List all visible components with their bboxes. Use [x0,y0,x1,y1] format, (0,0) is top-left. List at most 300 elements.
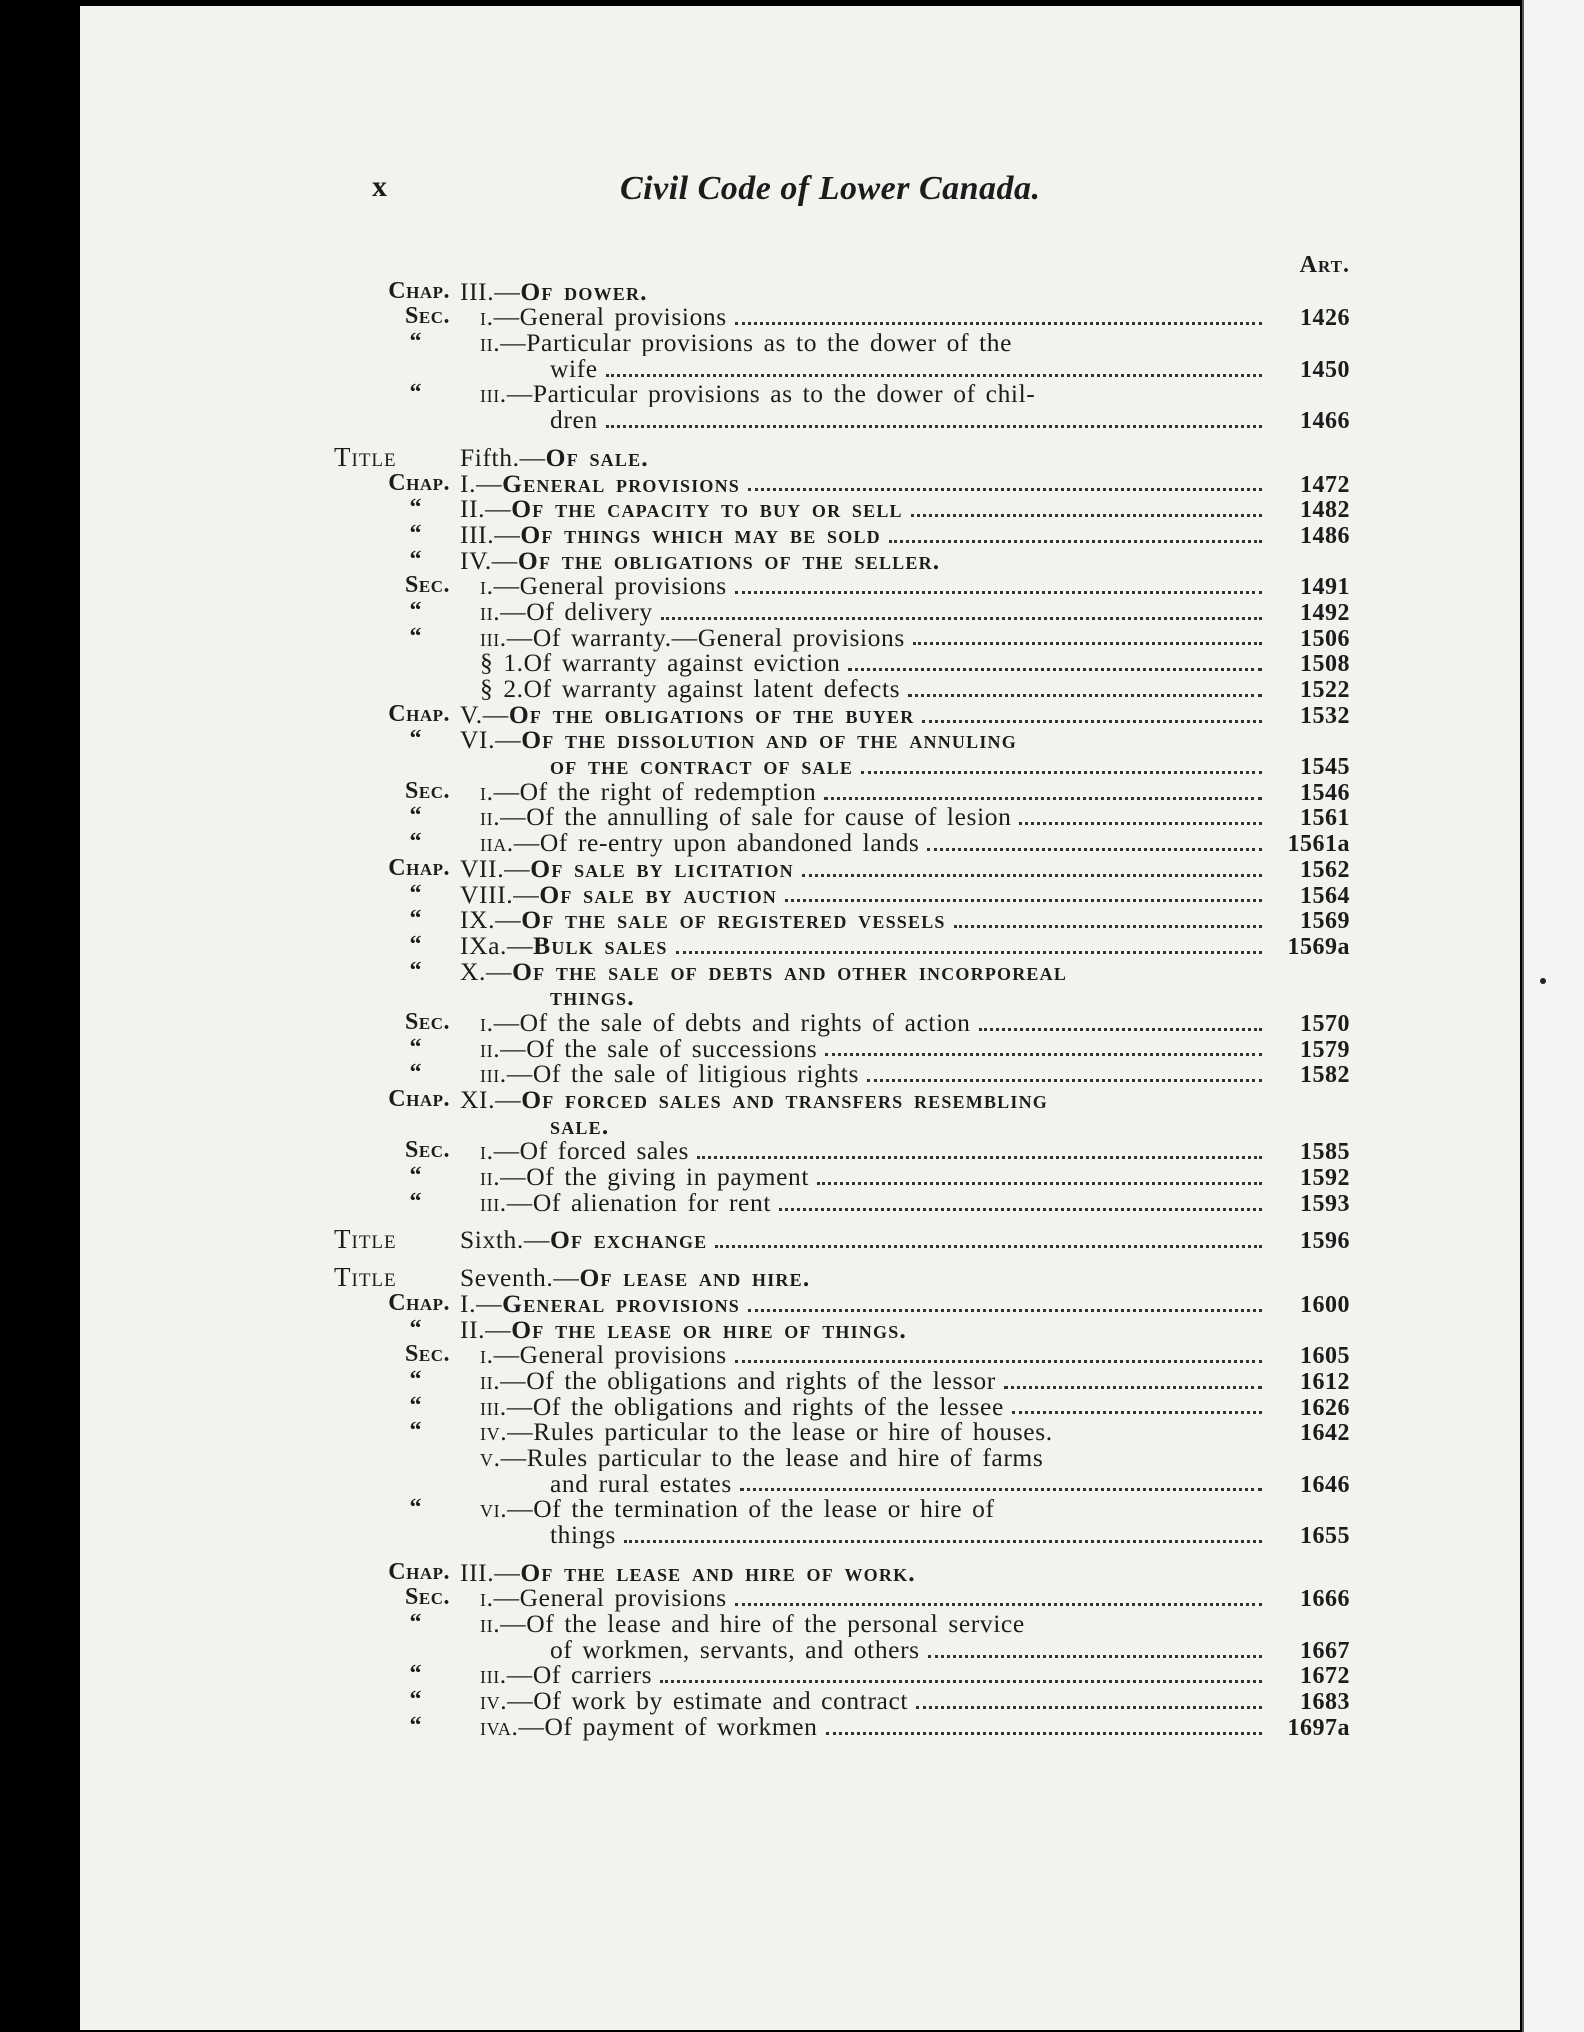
entry-label: Chap. [388,1289,450,1316]
entry-number: Seventh.— [460,1265,580,1291]
toc-entry [320,1445,1350,1471]
article-number: 1546 [1300,779,1350,806]
entry-body [480,304,1350,332]
article-number: 1612 [1300,1368,1350,1395]
entry-body [480,1342,1350,1370]
entry-label: “ [409,1610,422,1637]
article-number: 1582 [1300,1062,1350,1089]
entry-number: § 1. [480,650,524,678]
entry-text: Of dower. [520,278,648,305]
entry-label: “ [409,1661,422,1688]
entry-number: III.— [460,278,521,305]
entry-text: Of the obligations of the buyer [508,701,915,729]
entry-body [480,1419,1350,1447]
entry-body [480,1714,1350,1742]
toc-entry [320,1087,1350,1113]
entry-label: Sec. [405,303,450,330]
entry-number: ii.— [480,1611,527,1637]
entry-label: Title [334,1224,397,1255]
entry-body [460,1291,1350,1319]
article-number: 1592 [1300,1165,1350,1192]
dot-leader [861,770,1262,774]
entry-body [480,650,1350,678]
toc-entry [320,753,1350,779]
running-title: Civil Code of Lower Canada. [620,170,1041,207]
entry-number: iv.— [480,1419,534,1447]
table-of-contents [320,253,1350,1740]
entry-body [550,1522,1350,1550]
article-number: 1506 [1300,625,1350,652]
page-header [0,170,1584,230]
entry-text: General provisions [519,1342,727,1370]
entry-text: Of sale by licitation [530,855,794,883]
entry-text: Rules particular to the lease or hire of houses. [533,1419,1053,1447]
entry-number: ii.— [480,598,527,626]
entry-number: II.— [460,496,512,524]
entry-text: Of sale. [545,444,649,471]
article-number: 1642 [1300,1420,1350,1447]
toc-entry [320,1637,1350,1663]
entry-text: Of things which may be sold [520,521,881,549]
entry-body [550,1471,1350,1499]
toc-entry [320,279,1350,305]
page-number: x [372,170,388,203]
toc-entry [320,1368,1350,1394]
toc-entry [320,933,1350,959]
toc-entry [320,548,1350,574]
dot-leader [916,1705,1262,1709]
entry-text: Of forced sales and transfers resembling [521,1087,1048,1113]
toc-entry [320,1522,1350,1548]
toc-entry [320,330,1350,356]
entry-body [550,1113,1350,1139]
entry-text: sale. [550,1112,610,1139]
entry-number: i.— [480,1585,520,1613]
entry-text: Of the lease or hire of things. [511,1316,907,1343]
entry-label: “ [409,906,422,933]
entry-text: General provisions [519,1585,727,1613]
entry-body [480,830,1350,858]
dot-leader [826,1731,1262,1735]
entry-body [550,407,1350,435]
article-number: 1585 [1300,1139,1350,1166]
dot-leader [817,1181,1262,1185]
entry-label: “ [409,1418,422,1445]
entry-label: Chap. [388,1558,450,1585]
toc-entry [320,1190,1350,1216]
entry-text: Of work by estimate and contract [533,1688,909,1716]
dot-leader [889,539,1262,543]
entry-label: “ [409,597,422,624]
entry-body [460,727,1350,753]
entry-label: “ [409,623,422,650]
entry-body [480,1164,1350,1192]
toc-entry [320,1662,1350,1688]
dot-leader [748,487,1262,491]
dot-leader [867,1078,1262,1082]
dot-leader [825,1052,1262,1056]
entry-number: IX.— [460,907,522,935]
entry-label: Title [334,1262,397,1293]
entry-label: Chap. [388,277,450,304]
article-number: 1605 [1300,1343,1350,1370]
entry-number: V.— [460,701,509,729]
entry-body [460,1087,1350,1113]
entry-body [460,959,1350,985]
entry-text: Of the obligations of the seller. [517,547,941,574]
entry-body [480,1611,1350,1637]
entry-label: “ [409,1163,422,1190]
entry-number: iva.— [480,1713,545,1741]
dot-leader [908,693,1262,697]
entry-text: Of the dissolution and of the annuling [521,727,1017,754]
entry-label: Sec. [405,1584,450,1611]
entry-text: Of the annulling of sale for cause of lesion [526,804,1012,832]
article-number: 1596 [1300,1228,1350,1255]
toc-entry [320,496,1350,522]
toc-entry [320,381,1350,407]
entry-body [460,279,1350,305]
article-number: 1593 [1300,1190,1350,1217]
entry-text: Of sale by auction [539,881,777,909]
entry-text: General provisions [519,304,727,332]
entry-body [550,753,1350,781]
entry-text: Of payment of workmen [544,1713,818,1741]
entry-text: General provisions [519,573,727,601]
dot-leader [735,321,1262,325]
toc-entry [320,1342,1350,1368]
entry-text: Of the obligations and rights of the lessee [532,1393,1004,1421]
entry-body [480,1496,1350,1522]
dot-leader [928,1654,1262,1658]
dot-leader [954,924,1262,928]
entry-body [480,1036,1350,1064]
entry-number: § 2. [480,676,524,703]
entry-text: Of the capacity to buy or sell [511,496,903,524]
entry-number: ii.— [480,1367,527,1395]
dot-leader [979,1027,1263,1031]
entry-text: dren [550,407,598,435]
entry-number: i.— [480,1009,520,1037]
article-number: 1466 [1300,408,1350,435]
entry-text: Of the sale of debts and rights of action [519,1009,971,1037]
toc-entry [320,1688,1350,1714]
entry-label: “ [409,803,422,830]
entry-text: of workmen, servants, and others [550,1636,920,1664]
entry-label: “ [409,546,422,573]
entry-body [480,1368,1350,1396]
toc-entries [320,279,1350,1740]
toc-entry [320,650,1350,676]
entry-number: iii.— [480,1061,533,1089]
toc-entry [320,625,1350,651]
entry-body [460,445,1350,471]
entry-text: Rules particular to the lease and hire of farms [526,1444,1044,1471]
entry-label: “ [409,1366,422,1393]
entry-number: III.— [460,1559,521,1586]
article-number: 1672 [1300,1663,1350,1690]
entry-text: of the contract of sale [550,753,854,781]
entry-number: ii.— [480,1035,527,1063]
art-column-header: Art. [1299,252,1350,278]
entry-body [480,1394,1350,1422]
entry-body [480,1445,1350,1471]
article-number: 1569 [1300,908,1350,935]
entry-text: Of the giving in payment [526,1164,810,1192]
article-number: 1683 [1300,1689,1350,1716]
entry-label: Sec. [405,777,450,804]
dot-leader [1019,821,1262,825]
entry-label: “ [409,957,422,984]
toc-entry [320,573,1350,599]
toc-entry [320,1061,1350,1087]
entry-number: XI.— [460,1087,522,1113]
entry-number: ii.— [480,1164,527,1192]
entry-body [480,1010,1350,1038]
toc-entry [320,522,1350,548]
margin-speck [1540,978,1546,984]
entry-number: v.— [480,1444,527,1471]
entry-number: iii.— [480,1189,533,1217]
entry-body [460,1227,1350,1255]
entry-text: General provisions [502,1290,741,1318]
toc-entry [320,702,1350,728]
entry-body [460,1265,1350,1291]
entry-text: Of lease and hire. [579,1265,811,1291]
entry-number: ii.— [480,804,527,832]
toc-entry [320,599,1350,625]
toc-entry [320,779,1350,805]
entry-body [480,1138,1350,1166]
entry-body [480,804,1350,832]
entry-label: Chap. [388,700,450,727]
entry-body [460,471,1350,499]
entry-number: iia.— [480,830,540,858]
entry-label: Chap. [388,854,450,881]
toc-entry [320,984,1350,1010]
dot-leader [927,847,1262,851]
article-number: 1562 [1300,856,1350,883]
article-number: 1600 [1300,1291,1350,1318]
dot-leader [779,1207,1262,1211]
entry-text: Of the lease and hire of work. [520,1559,916,1586]
entry-label: Sec. [405,572,450,599]
entry-number: VI.— [460,727,522,754]
entry-text: wife [550,355,598,383]
entry-text: Particular provisions as to the dower of chil- [532,381,1036,408]
dot-leader [606,373,1262,377]
article-number: 1646 [1300,1471,1350,1498]
entry-body [550,984,1350,1010]
dot-leader [922,719,1262,723]
toc-entry [320,1317,1350,1343]
entry-label: “ [409,1188,422,1215]
entry-label: “ [409,1687,422,1714]
toc-entry [320,1224,1350,1255]
dot-leader [624,1539,1262,1543]
dot-leader [735,590,1262,594]
entry-number: II.— [460,1316,512,1343]
article-number: 1491 [1300,574,1350,601]
toc-entry [320,1394,1350,1420]
entry-text: Bulk sales [533,932,668,960]
entry-number: i.— [480,304,520,332]
entry-body [460,933,1350,961]
entry-body [460,1317,1350,1343]
article-number: 1426 [1300,305,1350,332]
entry-label: “ [409,520,422,547]
dot-leader [913,641,1262,645]
entry-text: Of the lease and hire of the personal service [526,1611,1025,1637]
entry-body [460,1560,1350,1586]
article-number: 1450 [1300,356,1350,383]
entry-text: Of re-entry upon abandoned lands [539,830,920,858]
toc-entry [320,1585,1350,1611]
article-number: 1697a [1287,1714,1350,1741]
entry-number: vi.— [480,1496,534,1523]
entry-label: Sec. [405,1341,450,1368]
entry-body [550,1637,1350,1665]
toc-entry [320,1560,1350,1586]
article-number: 1486 [1300,522,1350,549]
toc-entry [320,1419,1350,1445]
dot-leader [735,1359,1262,1363]
entry-body [480,1688,1350,1716]
entry-text: Particular provisions as to the dower of the [526,330,1013,356]
entry-text: Of the sale of debts and other incorporeal [512,958,1068,985]
entry-label: “ [409,1060,422,1087]
toc-entry [320,959,1350,985]
article-number: 1532 [1300,702,1350,729]
toc-entry [320,907,1350,933]
toc-entry [320,407,1350,433]
toc-entry [320,1262,1350,1293]
toc-entry [320,804,1350,830]
entry-number: iv.— [480,1688,534,1716]
entry-label: “ [409,1392,422,1419]
entry-label: “ [409,1034,422,1061]
entry-label: Title [334,441,397,472]
entry-label: Sec. [405,1137,450,1164]
article-number: 1579 [1300,1036,1350,1063]
toc-entry [320,304,1350,330]
entry-text: General provisions [502,470,741,498]
article-number: 1545 [1300,754,1350,781]
dot-leader [1012,1410,1262,1414]
entry-number: IV.— [460,547,518,574]
dot-leader [1004,1385,1262,1389]
entry-body [480,573,1350,601]
entry-label: “ [409,829,422,856]
dot-leader [911,513,1262,517]
entry-label: “ [409,1495,422,1522]
entry-text: Of warranty.—General provisions [532,624,905,652]
toc-entry [320,856,1350,882]
toc-entry [320,830,1350,856]
entry-body [480,381,1350,407]
dot-leader [824,796,1262,800]
entry-body [480,1662,1350,1690]
entry-number: i.— [480,573,520,601]
entry-body [460,856,1350,884]
entry-text: Of delivery [526,598,653,626]
entry-number: iii.— [480,624,533,652]
entry-label: “ [409,495,422,522]
entry-text: and rural estates [550,1470,732,1498]
toc-entry [320,1138,1350,1164]
toc-entry [320,882,1350,908]
toc-entry [320,471,1350,497]
article-number: 1472 [1300,471,1350,498]
entry-number: iii.— [480,1662,533,1690]
entry-number: i.— [480,1138,520,1166]
toc-entry [320,1010,1350,1036]
entry-number: ii.— [480,330,527,356]
entry-text: Of the termination of the lease or hire of [533,1496,995,1523]
entry-text: Of the obligations and rights of the lessor [526,1367,996,1395]
entry-text: things. [550,984,635,1010]
entry-body [460,522,1350,550]
entry-number: VIII.— [460,881,540,909]
entry-body [480,330,1350,356]
article-number: 1561a [1287,831,1350,858]
article-number: 1569a [1287,933,1350,960]
entry-body [480,625,1350,653]
article-number: 1564 [1300,882,1350,909]
entry-label: Chap. [388,469,450,496]
entry-label: “ [409,380,422,407]
entry-text: Of forced sales [519,1138,690,1166]
entry-label: “ [409,1315,422,1342]
entry-label: Sec. [405,1008,450,1035]
article-number: 1570 [1300,1010,1350,1037]
entry-text: Of carriers [532,1662,653,1690]
dot-leader [697,1155,1262,1159]
article-number: 1626 [1300,1394,1350,1421]
entry-number: I.— [460,470,503,498]
entry-number: I.— [460,1290,503,1318]
entry-text: Of the right of redemption [519,778,817,806]
entry-text: Of exchange [549,1227,708,1255]
entry-body [480,1061,1350,1089]
entry-body [460,907,1350,935]
toc-entry [320,356,1350,382]
toc-entry [320,727,1350,753]
entry-body [460,496,1350,524]
entry-number: VII.— [460,855,531,883]
entry-label: “ [409,931,422,958]
toc-entry [320,1036,1350,1062]
entry-number: Sixth.— [460,1227,550,1255]
article-number: 1561 [1300,805,1350,832]
article-number: 1666 [1300,1586,1350,1613]
entry-text: Of the sale of registered vessels [521,907,946,935]
entry-body [480,1585,1350,1613]
entry-body [480,676,1350,704]
entry-body [460,702,1350,730]
entry-body [460,548,1350,574]
entry-number: i.— [480,778,520,806]
article-number: 1508 [1300,651,1350,678]
dot-leader [802,873,1262,877]
toc-entry [320,1496,1350,1522]
dot-leader [660,1679,1262,1683]
dot-leader [785,898,1262,902]
entry-number: iii.— [480,1393,533,1421]
dot-leader [715,1244,1262,1248]
toc-entry [320,1113,1350,1139]
article-number: 1482 [1300,497,1350,524]
